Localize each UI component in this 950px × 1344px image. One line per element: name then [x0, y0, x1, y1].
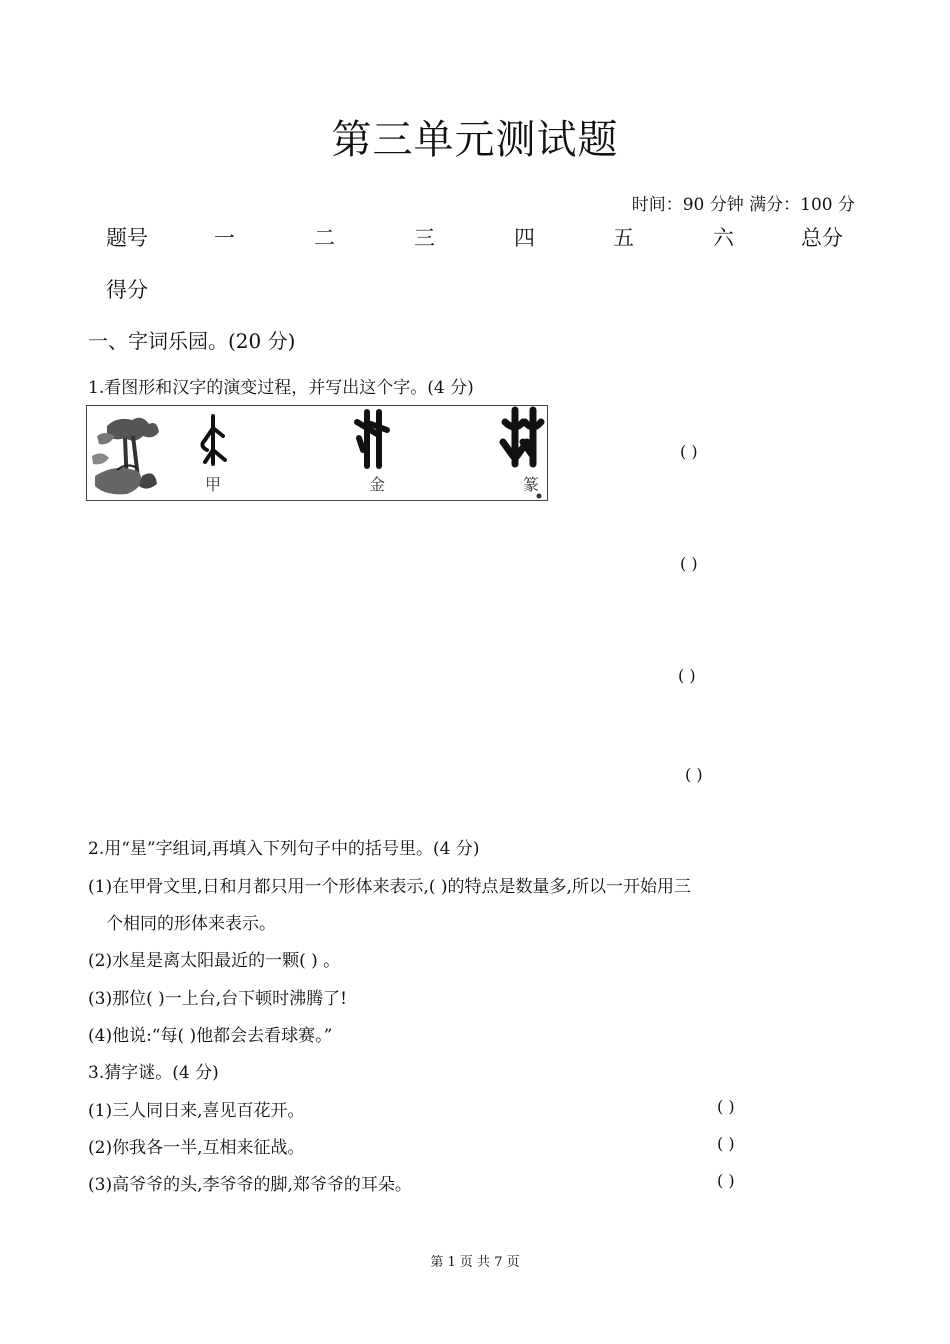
question-1: 1.看图形和汉字的演变过程，并写出这个字。(4 分) [88, 378, 474, 398]
tree-drawing-icon [92, 418, 159, 495]
exam-meta: 时间：90 分钟 满分：100 分 [631, 195, 855, 215]
q2-item-2: (2)水星是离太阳最近的一颗( ) 。 [88, 951, 341, 971]
q2-item-1-cont: 个相同的形体来表示。 [106, 914, 276, 934]
score-header-5: 五 [613, 226, 634, 250]
q3-item-3: (3)高爷爷的头,李爷爷的脚,郑爷爷的耳朵。 [88, 1175, 412, 1195]
label-seal: 篆 [523, 475, 540, 494]
q3-item-1: (1)三人同日来,喜见百花开。 [88, 1101, 305, 1121]
answer-blank-2[interactable]: ( ) [680, 554, 698, 573]
question-3: 3.猜字谜。(4 分) [88, 1063, 219, 1083]
q3-item-2: (2)你我各一半,互相来征战。 [88, 1138, 305, 1158]
answer-blank-3[interactable]: ( ) [678, 666, 696, 685]
score-header-4: 四 [514, 226, 535, 250]
evolution-illustration [87, 406, 547, 500]
score-header-6: 六 [713, 226, 734, 250]
score-header-3: 三 [414, 226, 435, 250]
score-row-label: 得分 [106, 278, 148, 302]
riddle-answer-1[interactable]: ( ) [717, 1097, 735, 1116]
answer-blank-4[interactable]: ( ) [685, 765, 703, 784]
page-footer: 第 1 页 共 7 页 [430, 1255, 520, 1270]
seal-glyph-icon [503, 410, 541, 464]
score-header-2: 二 [314, 226, 335, 250]
riddle-answer-2[interactable]: ( ) [717, 1134, 735, 1153]
q2-item-4: (4)他说:“每( )他都会去看球赛。” [88, 1026, 333, 1046]
section-heading: 一、字词乐园。(20 分) [88, 329, 296, 353]
riddle-answer-3[interactable]: ( ) [717, 1171, 735, 1190]
score-table-header [0, 222, 950, 252]
q2-item-3: (3)那位( )一上台,台下顿时沸腾了! [88, 989, 347, 1009]
label-bronze: 金 [369, 475, 386, 494]
q2-item-1: (1)在甲骨文里,日和月都只用一个形体来表示,( )的特点是数量多,所以一开始用三 [88, 877, 691, 897]
page-title: 第三单元测试题 [331, 117, 619, 163]
score-header-label: 题号 [106, 226, 148, 250]
answer-blank-1[interactable]: ( ) [680, 442, 698, 461]
character-evolution-image [86, 405, 548, 501]
score-header-1: 一 [214, 226, 235, 250]
score-header-total: 总分 [801, 226, 843, 250]
question-2: 2.用“星”字组词,再填入下列句子中的括号里。(4 分) [88, 839, 480, 859]
oracle-glyph-icon [202, 416, 225, 464]
label-oracle: 甲 [205, 475, 222, 494]
bronze-glyph-icon [357, 412, 387, 466]
